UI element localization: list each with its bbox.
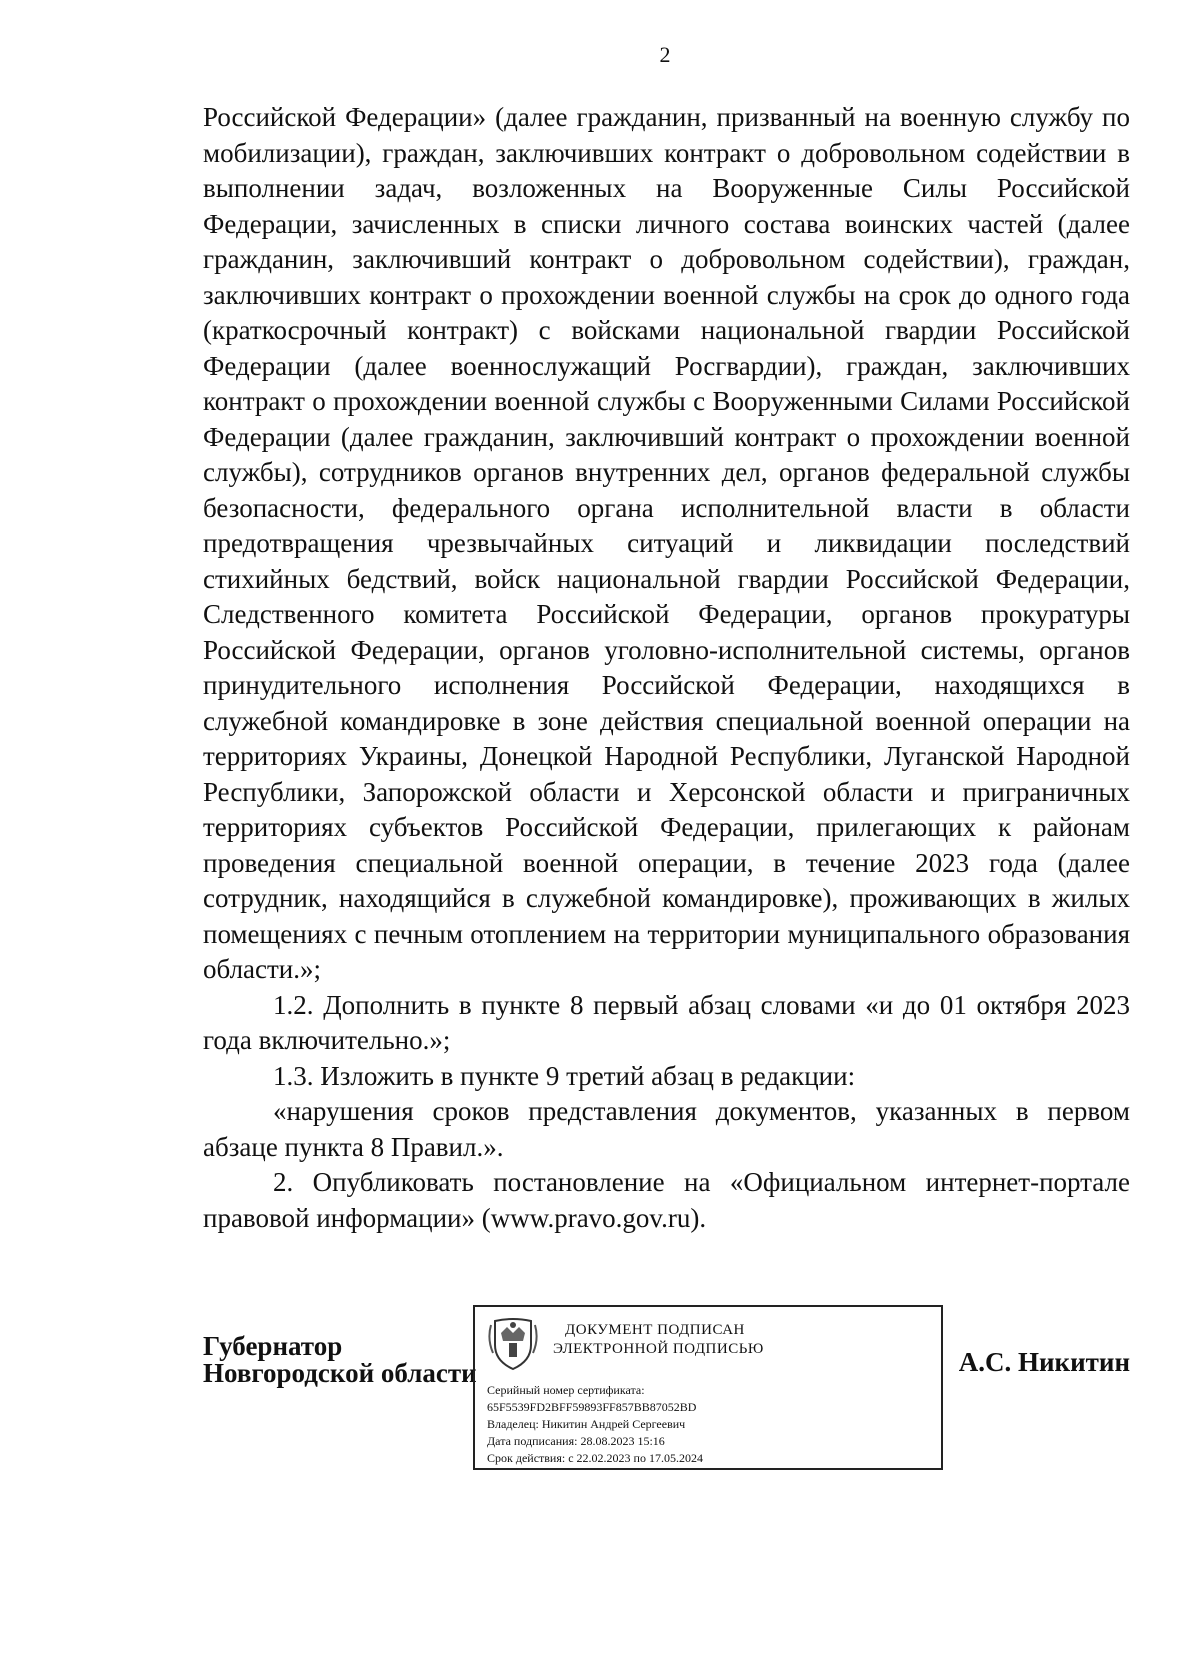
owner: Владелец: Никитин Андрей Сергеевич bbox=[487, 1417, 686, 1431]
paragraph-2: 2. Опубликовать постановление на «Официальном интернет-портале правовой информации» (www.pravo.gov.ru). bbox=[203, 1167, 1130, 1233]
coat-of-arms-icon bbox=[487, 1315, 539, 1371]
paragraph-quote: «нарушения сроков представления документов, указанных в первом абзаце пункта 8 Правил.». bbox=[203, 1096, 1130, 1162]
serial-number: 65F5539FD2BFF59893FF857BB87052BD bbox=[487, 1400, 697, 1414]
page-number: 2 bbox=[659, 42, 671, 67]
signatory-title-line1: Губернатор bbox=[203, 1331, 343, 1361]
signatory-title-line2: Новгородской области bbox=[203, 1358, 477, 1388]
stamp-heading-line2: ЭЛЕКТРОННОЙ ПОДПИСЬЮ bbox=[553, 1341, 764, 1357]
document-body bbox=[203, 100, 1130, 1236]
signatory-title bbox=[203, 1333, 477, 1387]
paragraph-1-2: 1.2. Дополнить в пункте 8 первый абзац словами «и до 01 октября 2023 года включительно.»; bbox=[203, 989, 1130, 1055]
signature-block bbox=[203, 1305, 1130, 1475]
validity-period: Срок действия: с 22.02.2023 по 17.05.2024 bbox=[487, 1451, 703, 1465]
paragraph-continued: Российской Федерации» (далее гражданин, призванный на военную службу по мобилизации), граждан, заключивших контракт о добровольном содействии в выполнении задач, возложенных на Вооруженные Силы Российской Федерации, зачисленных в списки личного состава воинских частей (далее гражданин, заключивший контракт о добровольном содействии), граждан, заключивших контракт о прохождении военной службы на срок до одного года (краткосрочный контракт) с войсками национальной гвардии Российской Федерации (далее военнослужащий Росгвардии), граждан, заключивших контракт о прохождении военной службы с Вооруженными Силами Российской Федерации (далее гражданин, заключивший контракт о прохождении военной службы), сотрудников органов внутренних дел, органов федеральной службы безопасности, федерального органа исполнительной власти в области предотвращения чрезвычайных ситуаций и ликвидации последствий стихийных бедствий, войск национальной гвардии Российской Федерации, Следственного комитета Российской Федерации, органов прокуратуры Российской Федерации, органов уголовно-исполнительной системы, органов принудительного исполнения Российской Федерации, находящихся в служебной командировке в зоне действия специальной военной операции на территориях Украины, Донецкой Народной Республики, Луганской Народной Республики, Запорожской области и Херсонской области и приграничных территориях субъектов Российской Федерации, прилегающих к районам проведения специальной военной операции, в течение 2023 года (далее сотрудник, находящийся в служебной командировке), проживающих в жилых помещениях с печным отоплением на территории муниципального образования области.»; bbox=[203, 102, 1130, 984]
paragraph-1-3: 1.3. Изложить в пункте 9 третий абзац в редакции: bbox=[273, 1060, 856, 1091]
stamp-heading bbox=[553, 1321, 764, 1359]
electronic-signature-stamp bbox=[473, 1305, 943, 1470]
signed-date: Дата подписания: 28.08.2023 15:16 bbox=[487, 1434, 665, 1448]
stamp-heading-line1: ДОКУМЕНТ ПОДПИСАН bbox=[565, 1322, 745, 1338]
serial-label: Серийный номер сертификата: bbox=[487, 1383, 645, 1397]
stamp-details bbox=[487, 1382, 703, 1467]
signatory-name: А.С. Никитин bbox=[958, 1347, 1130, 1377]
